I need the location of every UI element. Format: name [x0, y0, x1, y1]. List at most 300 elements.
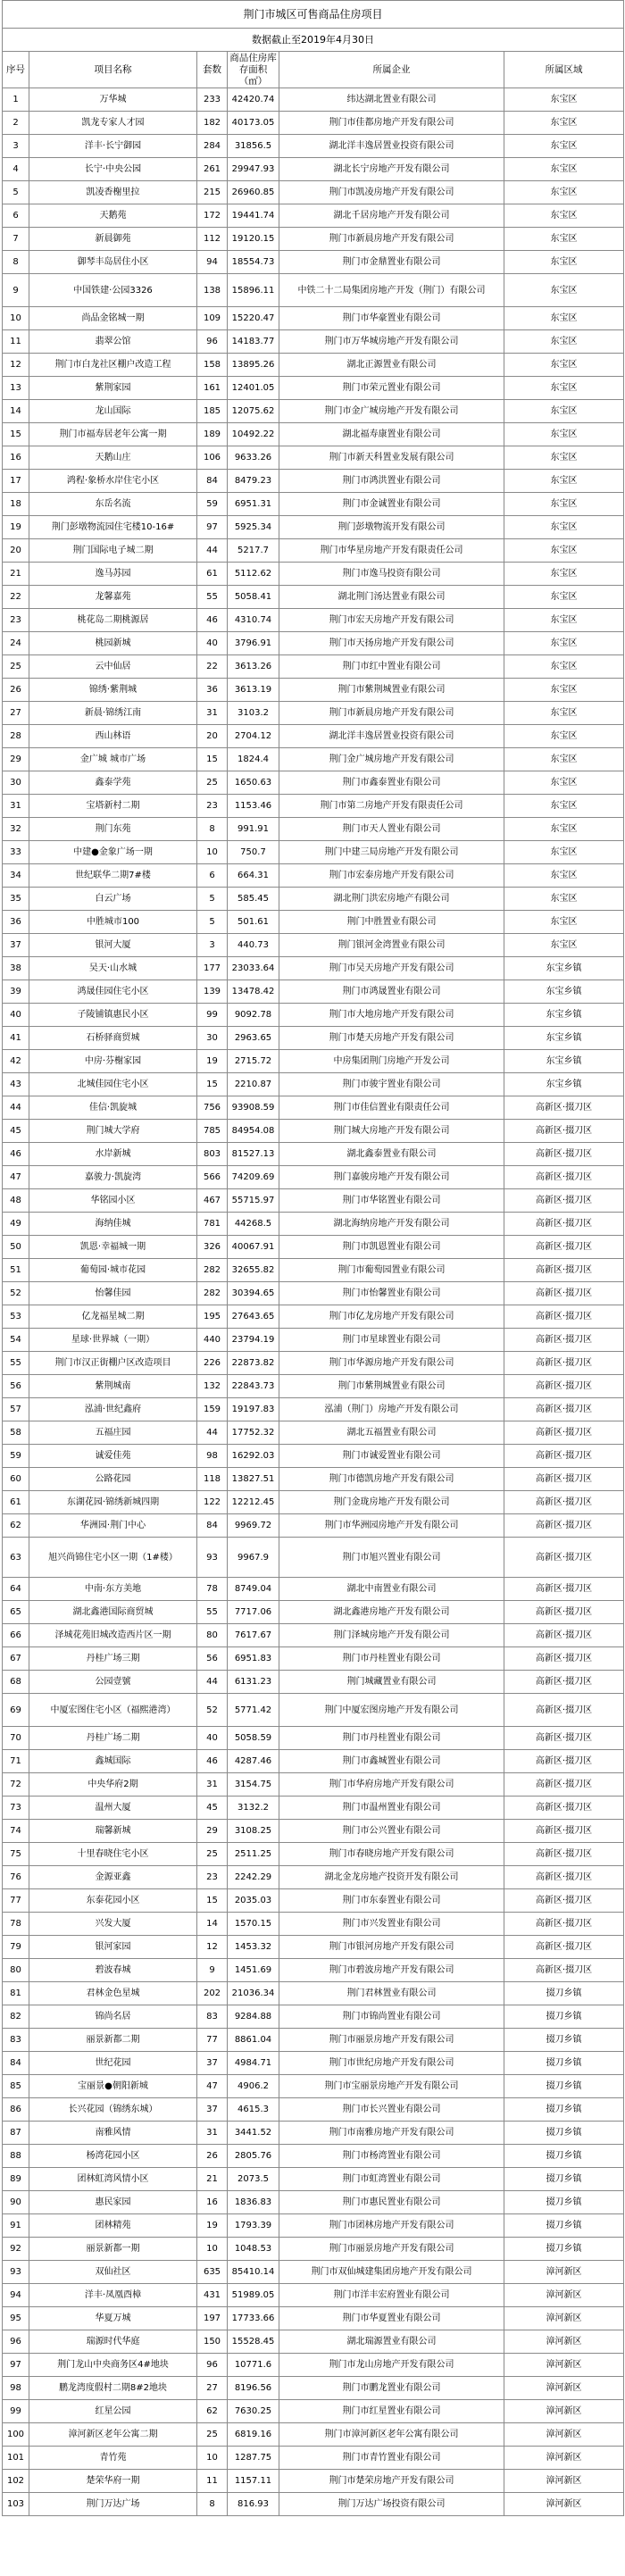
project-name: 丽景新都一期 — [29, 2238, 197, 2261]
inventory-area: 93908.59 — [228, 1096, 279, 1120]
row-index: 19 — [3, 516, 29, 539]
company-name: 湖北鑫泰置业有限公司 — [279, 1143, 504, 1166]
company-name: 荆门市团林房地产开发有限公司 — [279, 2214, 504, 2238]
row-index: 29 — [3, 748, 29, 771]
row-index: 22 — [3, 586, 29, 609]
unit-count: 30 — [197, 1027, 228, 1050]
table-row — [3, 181, 624, 204]
unit-count: 25 — [197, 771, 228, 795]
row-index: 97 — [3, 2354, 29, 2377]
table-row — [3, 2261, 624, 2284]
table-row — [3, 888, 624, 911]
inventory-area: 15528.45 — [228, 2330, 279, 2354]
unit-count: 109 — [197, 307, 228, 330]
inventory-area: 29947.93 — [228, 158, 279, 181]
district: 高新区·掇刀区 — [504, 1750, 624, 1773]
company-name: 荆门市春晓房地产开发有限公司 — [279, 1843, 504, 1866]
subtitle-row — [3, 29, 624, 52]
unit-count: 139 — [197, 980, 228, 1004]
unit-count: 118 — [197, 1468, 228, 1491]
company-name: 荆门市紫荆城置业有限公司 — [279, 679, 504, 702]
inventory-area: 22873.82 — [228, 1352, 279, 1375]
table-row — [3, 470, 624, 493]
district: 高新区·掇刀区 — [504, 1843, 624, 1866]
project-name: 凯龙专家人才园 — [29, 112, 197, 135]
district: 东宝乡镇 — [504, 1073, 624, 1096]
inventory-area: 1836.83 — [228, 2191, 279, 2214]
table-row — [3, 377, 624, 400]
table-row — [3, 2400, 624, 2423]
district: 掇刀乡镇 — [504, 2145, 624, 2168]
table-row — [3, 1514, 624, 1538]
inventory-area: 8196.56 — [228, 2377, 279, 2400]
company-name: 荆门市荣元置业有限公司 — [279, 377, 504, 400]
district: 漳河新区 — [504, 2493, 624, 2516]
company-name: 荆门市世纪房地产开发有限公司 — [279, 2052, 504, 2075]
unit-count: 96 — [197, 330, 228, 354]
table-row — [3, 400, 624, 423]
project-name: 五福庄园 — [29, 1421, 197, 1445]
inventory-area: 1453.32 — [228, 1936, 279, 1959]
table-row — [3, 2307, 624, 2330]
table-row — [3, 493, 624, 516]
district: 东宝区 — [504, 274, 624, 307]
inventory-area: 1793.39 — [228, 2214, 279, 2238]
unit-count: 159 — [197, 1398, 228, 1421]
unit-count: 8 — [197, 818, 228, 841]
table-row — [3, 228, 624, 251]
inventory-area: 74209.69 — [228, 1166, 279, 1189]
project-name: 洋丰·凤凰酉樟 — [29, 2284, 197, 2307]
company-name: 荆门金珑房地产开发有限公司 — [279, 1491, 504, 1514]
district: 东宝区 — [504, 307, 624, 330]
company-name: 纬达湖北置业有限公司 — [279, 88, 504, 112]
table-row — [3, 1773, 624, 1797]
inventory-area: 14183.77 — [228, 330, 279, 354]
table-subtitle: 数据截止至2019年4月30日 — [3, 29, 624, 52]
row-index: 54 — [3, 1329, 29, 1352]
district: 东宝乡镇 — [504, 957, 624, 980]
inventory-area: 7617.67 — [228, 1624, 279, 1647]
unit-count: 202 — [197, 1982, 228, 2005]
row-index: 48 — [3, 1189, 29, 1213]
unit-count: 83 — [197, 2005, 228, 2029]
row-index: 5 — [3, 181, 29, 204]
unit-count: 62 — [197, 2400, 228, 2423]
unit-count: 14 — [197, 1913, 228, 1936]
company-name: 荆门市诚爱置业有限公司 — [279, 1445, 504, 1468]
company-name: 湖北金龙房地产投资开发有限公司 — [279, 1866, 504, 1889]
row-index: 4 — [3, 158, 29, 181]
project-name: 新晨御苑 — [29, 228, 197, 251]
district: 高新区·掇刀区 — [504, 1671, 624, 1694]
project-name: 公路花园 — [29, 1468, 197, 1491]
table-row — [3, 2122, 624, 2145]
company-name: 中房集团荆门房地产开发公司 — [279, 1050, 504, 1073]
inventory-area: 51989.05 — [228, 2284, 279, 2307]
row-index: 63 — [3, 1538, 29, 1578]
district: 东宝区 — [504, 330, 624, 354]
company-name: 荆门君林置业有限公司 — [279, 1982, 504, 2005]
district: 漳河新区 — [504, 2423, 624, 2447]
district: 东宝乡镇 — [504, 1004, 624, 1027]
district: 东宝区 — [504, 539, 624, 563]
district: 掇刀乡镇 — [504, 2029, 624, 2052]
unit-count: 44 — [197, 1671, 228, 1694]
company-name: 荆门市虹湾置业有限公司 — [279, 2168, 504, 2191]
unit-count: 15 — [197, 1073, 228, 1096]
project-name: 吴天·山水城 — [29, 957, 197, 980]
project-name: 万华城 — [29, 88, 197, 112]
inventory-area: 3103.2 — [228, 702, 279, 725]
company-name: 荆门市华星房地产开发有限责任公司 — [279, 539, 504, 563]
district: 高新区·掇刀区 — [504, 1213, 624, 1236]
project-name: 星球·世界城（一期） — [29, 1329, 197, 1352]
district: 高新区·掇刀区 — [504, 1375, 624, 1398]
unit-count: 195 — [197, 1305, 228, 1329]
row-index: 74 — [3, 1820, 29, 1843]
company-name: 荆门银河金湾置业有限公司 — [279, 934, 504, 957]
project-name: 荆门龙山中央商务区4#地块 — [29, 2354, 197, 2377]
company-name: 湖北海纳房地产开发有限公司 — [279, 1213, 504, 1236]
inventory-area: 21036.34 — [228, 1982, 279, 2005]
district: 掇刀乡镇 — [504, 2168, 624, 2191]
table-row — [3, 2005, 624, 2029]
district: 东宝区 — [504, 135, 624, 158]
company-name: 荆门市南雅房地产开发有限公司 — [279, 2122, 504, 2145]
unit-count: 40 — [197, 632, 228, 655]
inventory-area: 8861.04 — [228, 2029, 279, 2052]
row-index: 93 — [3, 2261, 29, 2284]
table-row — [3, 2191, 624, 2214]
row-index: 83 — [3, 2029, 29, 2052]
company-name: 荆门市吴天房地产开发有限公司 — [279, 957, 504, 980]
header-project-name: 项目名称 — [29, 52, 197, 88]
row-index: 33 — [3, 841, 29, 864]
unit-count: 99 — [197, 1004, 228, 1027]
company-name: 荆门市佳信置业有限责任公司 — [279, 1096, 504, 1120]
unit-count: 440 — [197, 1329, 228, 1352]
table-row — [3, 1491, 624, 1514]
project-name: 石桥驿商贸城 — [29, 1027, 197, 1050]
unit-count: 59 — [197, 493, 228, 516]
district: 东宝区 — [504, 934, 624, 957]
row-index: 30 — [3, 771, 29, 795]
project-name: 紫荆城南 — [29, 1375, 197, 1398]
district: 掇刀乡镇 — [504, 2075, 624, 2098]
table-row — [3, 2377, 624, 2400]
company-name: 荆门市大地房地产开发有限公司 — [279, 1004, 504, 1027]
row-index: 42 — [3, 1050, 29, 1073]
table-row — [3, 864, 624, 888]
header-units: 套数 — [197, 52, 228, 88]
inventory-area: 1157.11 — [228, 2470, 279, 2493]
district: 高新区·掇刀区 — [504, 1913, 624, 1936]
company-name: 荆门中厦宏图房地产开发有限公司 — [279, 1694, 504, 1727]
district: 东宝区 — [504, 158, 624, 181]
table-row — [3, 307, 624, 330]
company-name: 荆门市锦尚置业有限公司 — [279, 2005, 504, 2029]
district: 掇刀乡镇 — [504, 2214, 624, 2238]
project-name: 鑫城国际 — [29, 1750, 197, 1773]
inventory-area: 8479.23 — [228, 470, 279, 493]
row-index: 95 — [3, 2307, 29, 2330]
project-name: 君林金色星城 — [29, 1982, 197, 2005]
project-name: 锦尚名居 — [29, 2005, 197, 2029]
project-name: 兴发大厦 — [29, 1913, 197, 1936]
company-name: 荆门市星球置业有限公司 — [279, 1329, 504, 1352]
project-name: 十里春晓住宅小区 — [29, 1843, 197, 1866]
row-index: 82 — [3, 2005, 29, 2029]
inventory-area: 7630.25 — [228, 2400, 279, 2423]
project-name: 天鹅苑 — [29, 204, 197, 228]
unit-count: 19 — [197, 2214, 228, 2238]
row-index: 58 — [3, 1421, 29, 1445]
inventory-area: 13478.42 — [228, 980, 279, 1004]
company-name: 荆门市金诚置业有限公司 — [279, 493, 504, 516]
unit-count: 8 — [197, 2493, 228, 2516]
inventory-area: 32655.82 — [228, 1259, 279, 1282]
table-row — [3, 423, 624, 446]
row-index: 55 — [3, 1352, 29, 1375]
row-index: 75 — [3, 1843, 29, 1866]
company-name: 湖北瑞源置业有限公司 — [279, 2330, 504, 2354]
company-name: 荆门市凯凌房地产开发有限公司 — [279, 181, 504, 204]
district: 高新区·掇刀区 — [504, 1578, 624, 1601]
row-index: 65 — [3, 1601, 29, 1624]
district: 东宝区 — [504, 609, 624, 632]
company-name: 荆门市公兴置业有限公司 — [279, 1820, 504, 1843]
row-index: 99 — [3, 2400, 29, 2423]
district: 东宝区 — [504, 888, 624, 911]
district: 东宝乡镇 — [504, 980, 624, 1004]
company-name: 荆门万达广场投资有限公司 — [279, 2493, 504, 2516]
table-row — [3, 934, 624, 957]
district: 掇刀乡镇 — [504, 2238, 624, 2261]
inventory-area: 3108.25 — [228, 1820, 279, 1843]
company-name: 荆门市洋丰宏府置业有限公司 — [279, 2284, 504, 2307]
row-index: 38 — [3, 957, 29, 980]
project-name: 凯恩·幸福城一期 — [29, 1236, 197, 1259]
company-name: 荆门市碧波房地产开发有限公司 — [279, 1959, 504, 1982]
company-name: 荆门金广城房地产开发有限公司 — [279, 748, 504, 771]
inventory-area: 42420.74 — [228, 88, 279, 112]
unit-count: 781 — [197, 1213, 228, 1236]
row-index: 71 — [3, 1750, 29, 1773]
project-name: 金源亚鑫 — [29, 1866, 197, 1889]
project-name: 龙馨嘉苑 — [29, 586, 197, 609]
inventory-area: 9633.26 — [228, 446, 279, 470]
inventory-area: 5058.41 — [228, 586, 279, 609]
inventory-area: 2035.03 — [228, 1889, 279, 1913]
district: 高新区·掇刀区 — [504, 1936, 624, 1959]
housing-table — [2, 0, 624, 2516]
inventory-area: 23794.19 — [228, 1329, 279, 1352]
row-index: 76 — [3, 1866, 29, 1889]
inventory-area: 9284.88 — [228, 2005, 279, 2029]
inventory-area: 13827.51 — [228, 1468, 279, 1491]
table-row — [3, 330, 624, 354]
unit-count: 46 — [197, 609, 228, 632]
table-row — [3, 2354, 624, 2377]
inventory-area: 2963.65 — [228, 1027, 279, 1050]
table-row — [3, 1671, 624, 1694]
district: 东宝区 — [504, 470, 624, 493]
unit-count: 15 — [197, 748, 228, 771]
company-name: 荆门市鑫泰置业有限公司 — [279, 771, 504, 795]
table-row — [3, 88, 624, 112]
inventory-area: 55715.97 — [228, 1189, 279, 1213]
project-name: 子陵铺镇惠民小区 — [29, 1004, 197, 1027]
district: 高新区·掇刀区 — [504, 1889, 624, 1913]
project-name: 荆门城大学府 — [29, 1120, 197, 1143]
table-row — [3, 609, 624, 632]
row-index: 24 — [3, 632, 29, 655]
table-row — [3, 2447, 624, 2470]
unit-count: 12 — [197, 1936, 228, 1959]
project-name: 桃花岛二期桃源居 — [29, 609, 197, 632]
project-name: 桃园新城 — [29, 632, 197, 655]
inventory-area: 4615.3 — [228, 2098, 279, 2122]
company-name: 荆门市东泰置业有限公司 — [279, 1889, 504, 1913]
row-index: 27 — [3, 702, 29, 725]
unit-count: 10 — [197, 841, 228, 864]
table-row — [3, 1398, 624, 1421]
row-index: 16 — [3, 446, 29, 470]
unit-count: 467 — [197, 1189, 228, 1213]
company-name: 荆门市骏宇置业有限公司 — [279, 1073, 504, 1096]
inventory-area: 18554.73 — [228, 251, 279, 274]
project-name: 杨湾花园小区 — [29, 2145, 197, 2168]
district: 东宝区 — [504, 423, 624, 446]
table-row — [3, 795, 624, 818]
table-row — [3, 1694, 624, 1727]
inventory-area: 1048.53 — [228, 2238, 279, 2261]
row-index: 52 — [3, 1282, 29, 1305]
company-name: 荆门市楚荣房地产开发有限公司 — [279, 2470, 504, 2493]
company-name: 荆门市新晨房地产开发有限公司 — [279, 228, 504, 251]
unit-count: 284 — [197, 135, 228, 158]
project-name: 荆门万达广场 — [29, 2493, 197, 2516]
row-index: 21 — [3, 563, 29, 586]
district: 漳河新区 — [504, 2354, 624, 2377]
unit-count: 52 — [197, 1694, 228, 1727]
district: 漳河新区 — [504, 2307, 624, 2330]
district: 高新区·掇刀区 — [504, 1421, 624, 1445]
project-name: 荆门国际电子城二期 — [29, 539, 197, 563]
project-name: 天鹅山庄 — [29, 446, 197, 470]
company-name: 荆门市惠民置业有限公司 — [279, 2191, 504, 2214]
table-row — [3, 702, 624, 725]
title-row — [3, 1, 624, 29]
district: 东宝区 — [504, 795, 624, 818]
row-index: 25 — [3, 655, 29, 679]
unit-count: 21 — [197, 2168, 228, 2191]
district: 漳河新区 — [504, 2330, 624, 2354]
company-name: 荆门市鸿晟置业有限公司 — [279, 980, 504, 1004]
company-name: 荆门市丽景房地产开发有限公司 — [279, 2029, 504, 2052]
row-index: 98 — [3, 2377, 29, 2400]
company-name: 荆门市怡馨置业有限公司 — [279, 1282, 504, 1305]
unit-count: 158 — [197, 354, 228, 377]
project-name: 团林虹湾风情小区 — [29, 2168, 197, 2191]
district: 东宝区 — [504, 679, 624, 702]
unit-count: 261 — [197, 158, 228, 181]
inventory-area: 6951.31 — [228, 493, 279, 516]
table-row — [3, 2098, 624, 2122]
inventory-area: 5925.34 — [228, 516, 279, 539]
inventory-area: 4287.46 — [228, 1750, 279, 1773]
unit-count: 5 — [197, 911, 228, 934]
company-name: 荆门市华府房地产开发有限公司 — [279, 1773, 504, 1797]
district: 高新区·掇刀区 — [504, 1694, 624, 1727]
row-index: 31 — [3, 795, 29, 818]
company-name: 荆门市丹桂置业有限公司 — [279, 1647, 504, 1671]
project-name: 荆门彭墩物流园住宅楼10-16# — [29, 516, 197, 539]
inventory-area: 19197.83 — [228, 1398, 279, 1421]
inventory-area: 40173.05 — [228, 112, 279, 135]
inventory-area: 40067.91 — [228, 1236, 279, 1259]
company-name: 荆门市华洲园房地产开发有限公司 — [279, 1514, 504, 1538]
company-name: 荆门市亿龙房地产开发有限公司 — [279, 1305, 504, 1329]
inventory-area: 3796.91 — [228, 632, 279, 655]
row-index: 89 — [3, 2168, 29, 2191]
company-name: 荆门市丹桂置业有限公司 — [279, 1727, 504, 1750]
unit-count: 566 — [197, 1166, 228, 1189]
district: 高新区·掇刀区 — [504, 1096, 624, 1120]
project-name: 惠民家园 — [29, 2191, 197, 2214]
table-row — [3, 1421, 624, 1445]
row-index: 66 — [3, 1624, 29, 1647]
unit-count: 36 — [197, 679, 228, 702]
project-name: 龙山国际 — [29, 400, 197, 423]
district: 漳河新区 — [504, 2400, 624, 2423]
row-index: 64 — [3, 1578, 29, 1601]
unit-count: 106 — [197, 446, 228, 470]
inventory-area: 8749.04 — [228, 1578, 279, 1601]
unit-count: 37 — [197, 2052, 228, 2075]
project-name: 红星公园 — [29, 2400, 197, 2423]
unit-count: 25 — [197, 1843, 228, 1866]
project-name: 中建●金象广场一期 — [29, 841, 197, 864]
company-name: 荆门嘉骏房地产开发有限公司 — [279, 1166, 504, 1189]
unit-count: 197 — [197, 2307, 228, 2330]
district: 东宝区 — [504, 400, 624, 423]
project-name: 泽城花苑旧城改造西片区一期 — [29, 1624, 197, 1647]
company-name: 荆门市新天科置业发展有限公司 — [279, 446, 504, 470]
company-name: 湖北中南置业有限公司 — [279, 1578, 504, 1601]
table-row — [3, 1445, 624, 1468]
district: 漳河新区 — [504, 2470, 624, 2493]
project-name: 荆门东苑 — [29, 818, 197, 841]
unit-count: 756 — [197, 1096, 228, 1120]
company-name: 荆门市紫荆城置业有限公司 — [279, 1375, 504, 1398]
company-name: 湖北千居房地产开发有限公司 — [279, 204, 504, 228]
inventory-area: 2210.87 — [228, 1073, 279, 1096]
project-name: 荆门市汉正街棚户区改造项目 — [29, 1352, 197, 1375]
company-name: 荆门市第二房地产开发有限责任公司 — [279, 795, 504, 818]
project-name: 漳河新区老年公寓二期 — [29, 2423, 197, 2447]
district: 高新区·掇刀区 — [504, 1236, 624, 1259]
header-district: 所属区域 — [504, 52, 624, 88]
company-name: 荆门市逸马投资有限公司 — [279, 563, 504, 586]
project-name: 鸿程·象桥水岸住宅小区 — [29, 470, 197, 493]
inventory-area: 1650.63 — [228, 771, 279, 795]
table-row — [3, 158, 624, 181]
table-row — [3, 1213, 624, 1236]
district: 高新区·掇刀区 — [504, 1959, 624, 1982]
inventory-area: 5217.7 — [228, 539, 279, 563]
